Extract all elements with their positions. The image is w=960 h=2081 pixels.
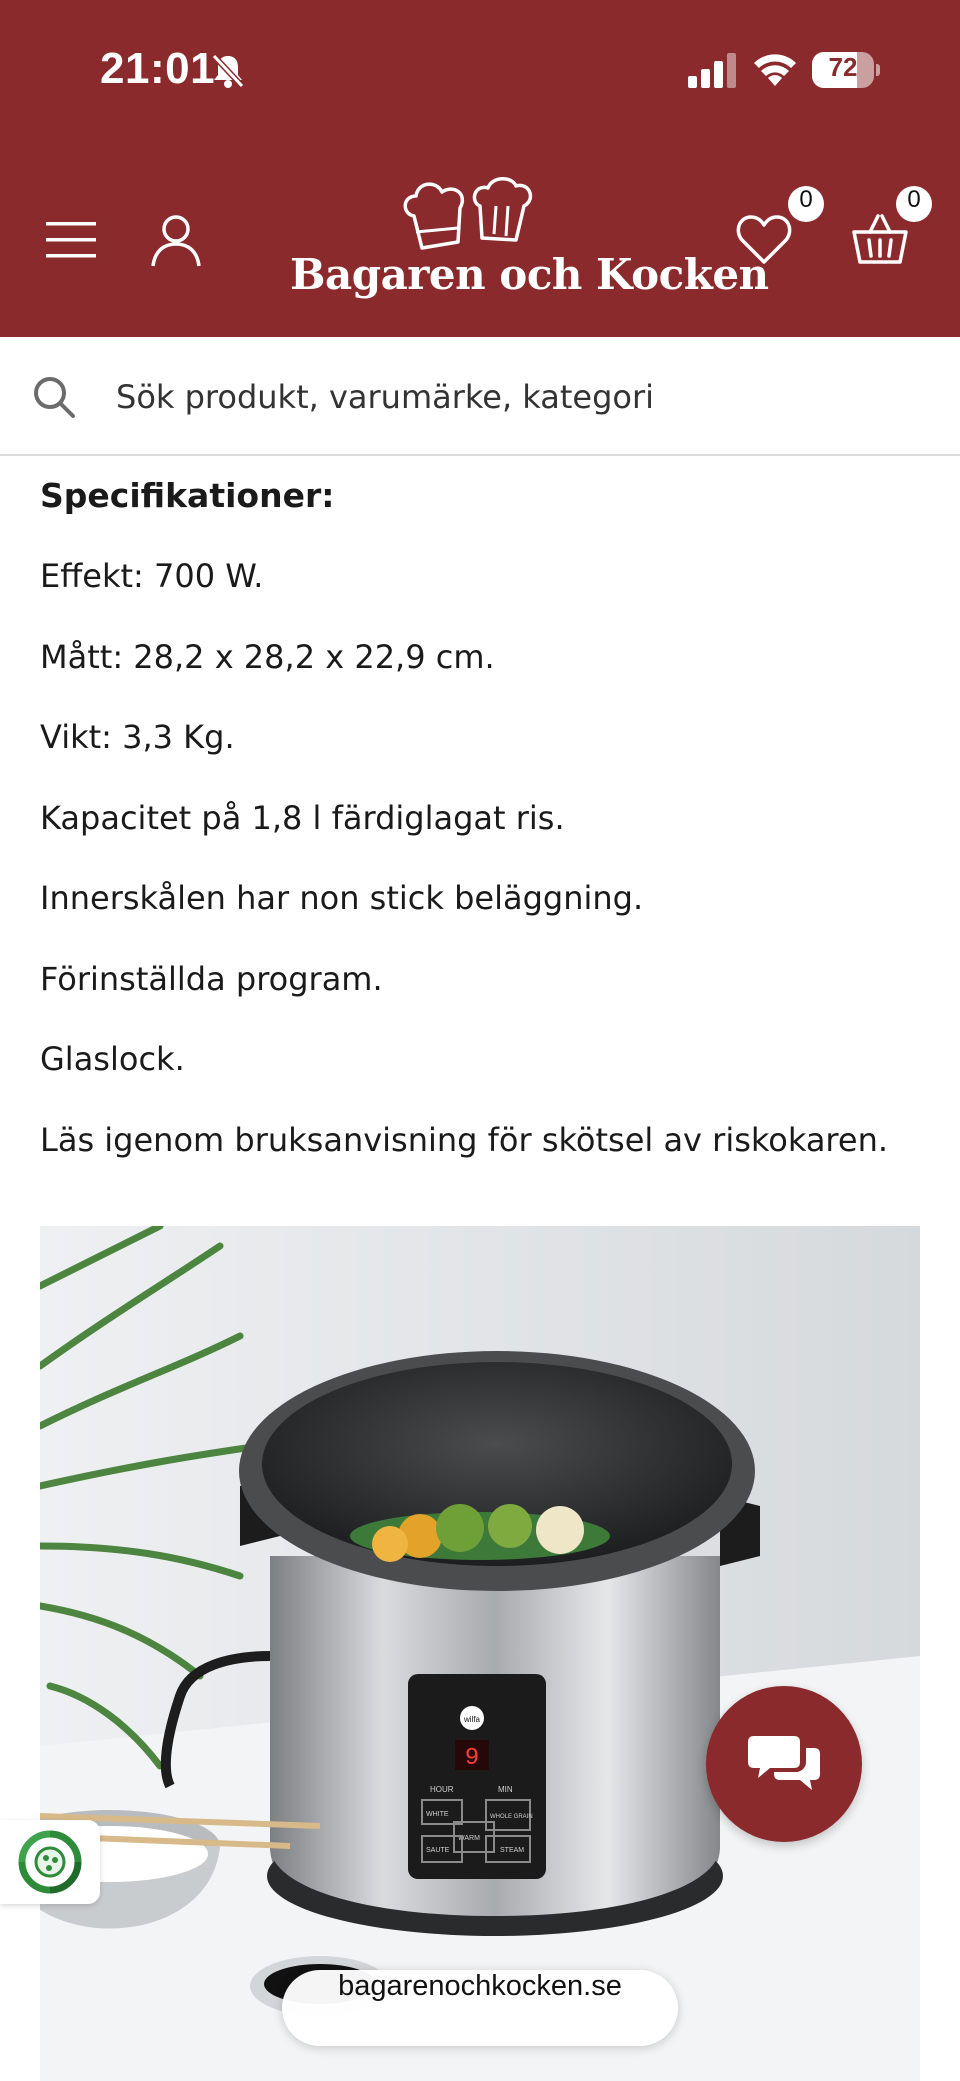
cart-count-badge: 0 (896, 186, 932, 222)
cellular-signal-icon (688, 52, 738, 88)
svg-text:wilfa: wilfa (463, 1715, 481, 1724)
spec-weight: Vikt: 3,3 Kg. (40, 718, 235, 756)
battery-percent: 72 (828, 52, 858, 82)
spec-manual-note: Läs igenom bruksanvisning för skötsel av riskokaren. (40, 1120, 889, 1159)
wifi-icon (752, 50, 798, 88)
spec-nonstick: Innerskålen har non stick beläggning. (40, 879, 644, 917)
brand-logo[interactable] (290, 176, 769, 306)
spec-glass-lid: Glaslock. (40, 1040, 185, 1078)
product-image[interactable] (40, 1226, 920, 2081)
svg-text:SAUTE: SAUTE (426, 1847, 450, 1854)
basket-icon[interactable] (852, 212, 908, 266)
site-header (0, 0, 960, 337)
search-bar (0, 337, 960, 456)
bell-slash-icon (210, 52, 246, 90)
recycle-leaf-icon (16, 1828, 84, 1896)
spec-power: Effekt: 700 W. (40, 557, 264, 595)
svg-text:9: 9 (464, 1745, 480, 1772)
hamburger-menu-icon[interactable] (44, 218, 100, 262)
chat-bubbles-icon (748, 1732, 820, 1794)
svg-text:WHOLE GRAIN: WHOLE GRAIN (490, 1814, 533, 1820)
chat-button[interactable] (706, 1686, 862, 1842)
search-icon[interactable] (32, 375, 76, 419)
brand-name: Bagaren och Kocken (290, 250, 769, 299)
svg-text:STEAM: STEAM (500, 1847, 525, 1854)
browser-url-bar[interactable]: bagarenochkocken.se (282, 1970, 678, 2046)
spec-capacity: Kapacitet på 1,8 l färdiglagat ris. (40, 798, 565, 837)
svg-text:WHITE: WHITE (426, 1811, 449, 1818)
user-icon[interactable] (148, 212, 204, 268)
control-panel (408, 1674, 546, 1879)
chef-hats-logo-icon (400, 176, 550, 256)
heart-icon[interactable] (736, 214, 792, 266)
svg-text:MIN: MIN (498, 1785, 513, 1794)
specifications-heading: Specifikationer: (40, 476, 335, 515)
battery-icon (812, 52, 880, 88)
spec-dimensions: Mått: 28,2 x 28,2 x 22,9 cm. (40, 637, 495, 676)
specifications-section (40, 470, 940, 1194)
spec-programs: Förinställda program. (40, 959, 383, 998)
search-input[interactable] (116, 365, 936, 429)
status-time: 21:01 (100, 44, 216, 93)
favorites-count-badge: 0 (788, 186, 824, 222)
svg-text:HOUR: HOUR (430, 1785, 454, 1794)
eco-badge[interactable] (0, 1820, 100, 1904)
svg-text:WARM: WARM (458, 1835, 480, 1842)
